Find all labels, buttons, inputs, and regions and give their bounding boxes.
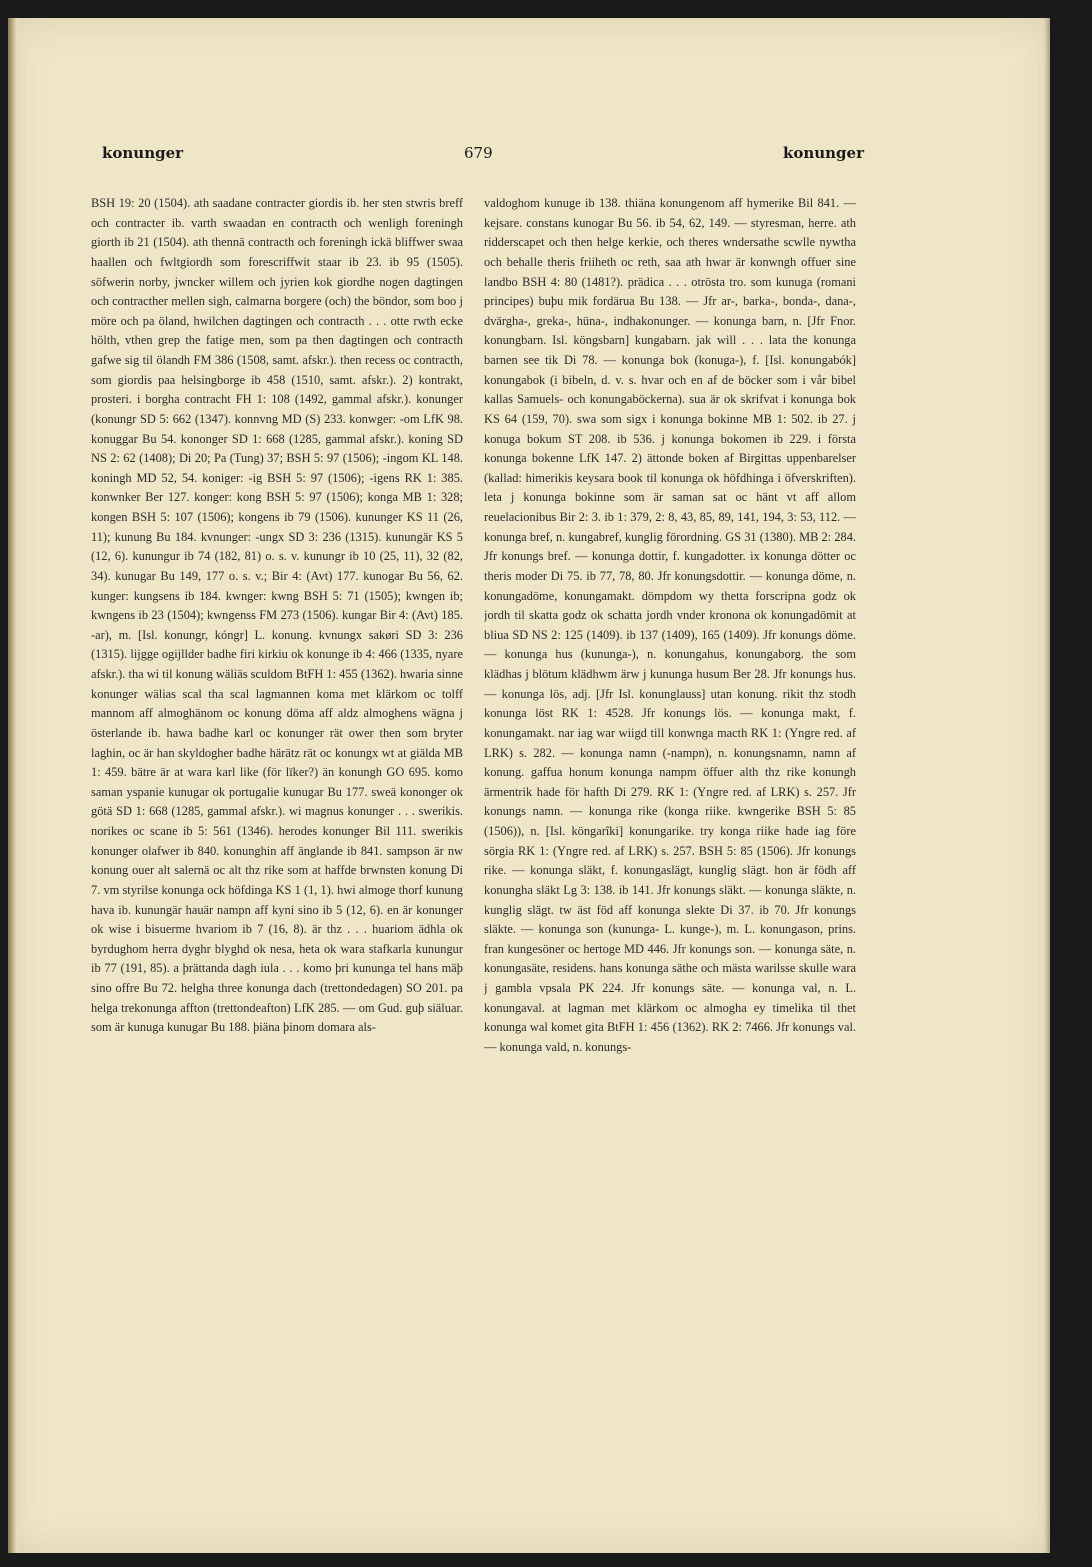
running-head bbox=[102, 144, 864, 168]
left-column-text: BSH 19: 20 (1504). ath saadane contracter giordis ib. her sten stwris breff och contracter ib. varth swaadan en contracth och wenligh foreningh giorth ib 21 (1504). ath thennä contracth och foreningh ickä bliffwer swaa haallen och fwltgiordh som forescriffwit staar ib 23. ib 95 (1505). söfwerin norby, jwncker willem och jyrien kok giordhe nogen dagtingen och contracther mellen sigh, calmarna borgere (och) the böndor, som boo j möre och pa öland, hwilchen dagtingen och contracth . . . otte rwth ecke hölth, vthen grep the fatige men, som pa then dagtingen och contracth gafwe sig til ölandh FM 386 (1508, samt. afskr.). then recess oc contracth, som giordis paa helsingborge ib 458 (1510, samt. afskr.). 2) kontrakt, prosteri. i borgha contracht FH 1: 108 (1492, gammal afskr.). konunger (konungr SD 5: 662 (1347). konnvng MD (S) 233. konwger: -om LfK 98. konuggar Bu 54. kononger SD 1: 668 (1285, gammal afskr.). koning SD NS 2: 62 (1408); Di 20; Pa (Tung) 37; BSH 5: 97 (1506); -ingom KL 148. koningh MD 52, 54. koniger: -ig BSH 5: 97 (1506); -igens RK 1: 385. konwnker Ber 127. konger: kong BSH 5: 97 (1506); konga MB 1: 328; kongen BSH 5: 107 (1506); kongens ib 79 (1506). kununger KS 11 (26, 11); kunung Bu 184. kvnunger: -ungx SD 3: 236 (1315). kunungär KS 5 (12, 6). kunungur ib 74 (182, 81) o. s. v. kunungr ib 10 (25, 11), 32 (82, 34). kunugar Bu 149, 177 o. s. v.; Bir 4: (Avt) 177. kunogar Bu 56, 62. kunger: kungsens ib 184. kwnger: kwng BSH 5: 71 (1505); kwngen ib; kwngens ib 23 (1504); kwngenss FM 273 (1506). kungar Bir 4: (Avt) 185. -ar), m. [Isl. konungr, kóngr] L. konung. kvnungx sakøri SD 3: 236 (1315). lijgge ogijllder badhe firi kirkiu ok konunge ib 4: 466 (1335, nyare afskr.). tha wi til konung wäliäs sculdom BtFH 1: 455 (1362). hwaria sinne konunger wälias scal tha scal lagmannen koma met klärkom oc tolff mannom aff almoghänom oc konung döma aff aldz almoghens wägna j österlande ib. hawa badhe karl oc konunger rät ower then som bryter laghin, oc är han skyldogher badhe härätz rät oc konungx wt at giälda MB 1: 459. bätre är at wara karl like (för lïker?) än konungh GO 695. komo saman yspanie kunugar ok portugalie kunugar Bu 177. sweä kononger ok götä SD 1: 668 (1285, gammal afskr.). wi magnus konunger . . . swerikis. norikes oc scane ib 5: 561 (1346). herodes konunger Bil 111. swerikis konunger olafwer ib 840. konunghin aff änglande ib 841. sampson är nw konung ouer alt salernä oc alt thz rike som at haffde brwnsten konung Di 7. vm styrilse konunga ock höfdinga KS 1 (1, 1). hwi almoge thorf kunung hava ib. kunungär hauär nampn aff kyni sino ib 5 (12, 6). en är konunger ok wise i bisuerme hvariom ib 7 (16, 8). är thz . . . huariom ädhla ok byrdughom herra dyghr blyghd ok nesa, heta ok wara stafkarla kunungur ib 77 (191, 85). a þrättanda dagh iula . . . komo þri kununga tel hans mäþ sino offre Bu 72. helgha three konunga dach (trettondedagen) SO 201. pa helga trekonunga affton (trettondeafton) LfK 285. — om Gud. guþ siäluar. som är kunuga kunugar Bu 188. þiäna þinom domara als- bbox=[91, 196, 463, 1035]
right-column bbox=[484, 194, 856, 1514]
book-page bbox=[8, 18, 1050, 1553]
page-edge-shadow bbox=[1044, 18, 1050, 1553]
right-column-text: valdoghom kunuge ib 138. thiäna konungenom aff hymerike Bil 841. — kejsare. constans kunogar Bu 56. ib 54, 62, 149. — styresman, herre. ath ridderscapet och then helge kerkie, och theres wndersathe scwlle nywtha och behalle theris friiheth oc reth, saa ath hwar är konwngh offuer sine landbo BSH 4: 80 (1481?). prädica . . . otrösta tro. som kunuga (romani principes) buþu mik fordärua Bu 138. — Jfr ar-, barka-, bonda-, dana-, dvärgha-, greka-, hüna-, indhakonunger. — konunga barn, n. [Jfr Fnor. konungbarn. Isl. köngsbarn] kungabarn. jak will . . . lata the konunga barnen see tik Di 78. — konunga bok (konuga-), f. [Isl. konungabók] konungabok (i bibeln, d. v. s. hvar och en af de böcker som i vår bibel kallas Samuels- och konungaböckerna). sua är ok skrifvat i konunga bok KS 64 (159, 70). swa som sigx i konunga bokinne MB 1: 502. ib 27. j konuga bokum ST 208. ib 536. j konunga bokomen ib 229. i första konunga bokenne LfK 147. 2) ättonde boken af Birgittas uppenbarelser (kallad: himerikis keysara book til konunga ok höfdhinga i öfverskriften). leta j konunga bokinne som är saman sat oc hänt vt aff allom reuelacionibus Bir 2: 3. ib 1: 379, 2: 8, 43, 85, 89, 141, 194, 3: 53, 112. — konunga bref, n. kungabref, kunglig förordning. GS 31 (1380). MB 2: 284. Jfr konungs bref. — konunga dottir, f. kungadotter. ix konunga dötter oc theris moder Di 75. ib 77, 78, 80. Jfr konungsdottir. — konunga döme, n. konungadöme, konungamakt. dömpdom wy thetta forscripna godz ok jordh til skatta godz ok schatta jordh vnder kronona ok konungadömit at bliua SD NS 2: 125 (1409). ib 137 (1409), 165 (1409). Jfr konungs döme. — konunga hus (kununga-), n. konungahus, konungaborg. the som klädhas j blötum klädhwm ärw j kununga husum Ber 28. Jfr konungs hus. — konunga lös, adj. [Jfr Isl. konunglauss] utan konung. rikit thz stodh konunga löst RK 1: 4528. Jfr konungs lös. — konunga makt, f. konungamakt. nar iag war wiigd till konwnga macth RK 1: (Yngre red. af LRK) s. 282. — konunga namn (-nampn), n. konungsnamn, namn af konung. gaffua honum konunga nampm öffuer alth thz rike konungh ärmentrik hade för hafth Di 279. RK 1: (Yngre red. af LRK) s. 257. Jfr konungs namn. — konunga rike (konga riike. kwngerike BSH 5: 85 (1506)), n. [Isl. köngarîki] konungarike. try konga riike hade iag före sörgia RK 1: (Yngre red. af LRK) s. 257. BSH 5: 85 (1506). Jfr konungs rike. — konunga släkt, f. konungaslägt, kunglig slägt. hon är födh aff konungha släkt Lg 3: 138. ib 141. Jfr konungs släkt. — konunga släkte, n. kunglig slägt. tw äst föd aff konunga slekte Di 37. ib 70. Jfr konungs släkte. — konunga son (kununga- L. kunge-), m. L. konungason, prins. fran kungesöner oc hertoge MD 446. Jfr konungs son. — konunga säte, n. konungasäte, residens. hans konunga säthe och mästa warilsse skulle wara j gambla vpsala PK 224. Jfr konungs säte. — konunga val, n. L. konungaval. at lagman met klärkom oc almogha ey timelika til thet konunga wal komet gita BtFH 1: 456 (1362). RK 2: 7466. Jfr konungs val. — konunga vald, n. konungs- bbox=[484, 196, 856, 1054]
left-column bbox=[91, 194, 463, 1514]
running-head-right: konunger bbox=[782, 144, 864, 162]
page-binding-edge bbox=[8, 18, 18, 1553]
page-number: 679 bbox=[464, 144, 493, 162]
running-head-left: konunger bbox=[102, 144, 184, 162]
